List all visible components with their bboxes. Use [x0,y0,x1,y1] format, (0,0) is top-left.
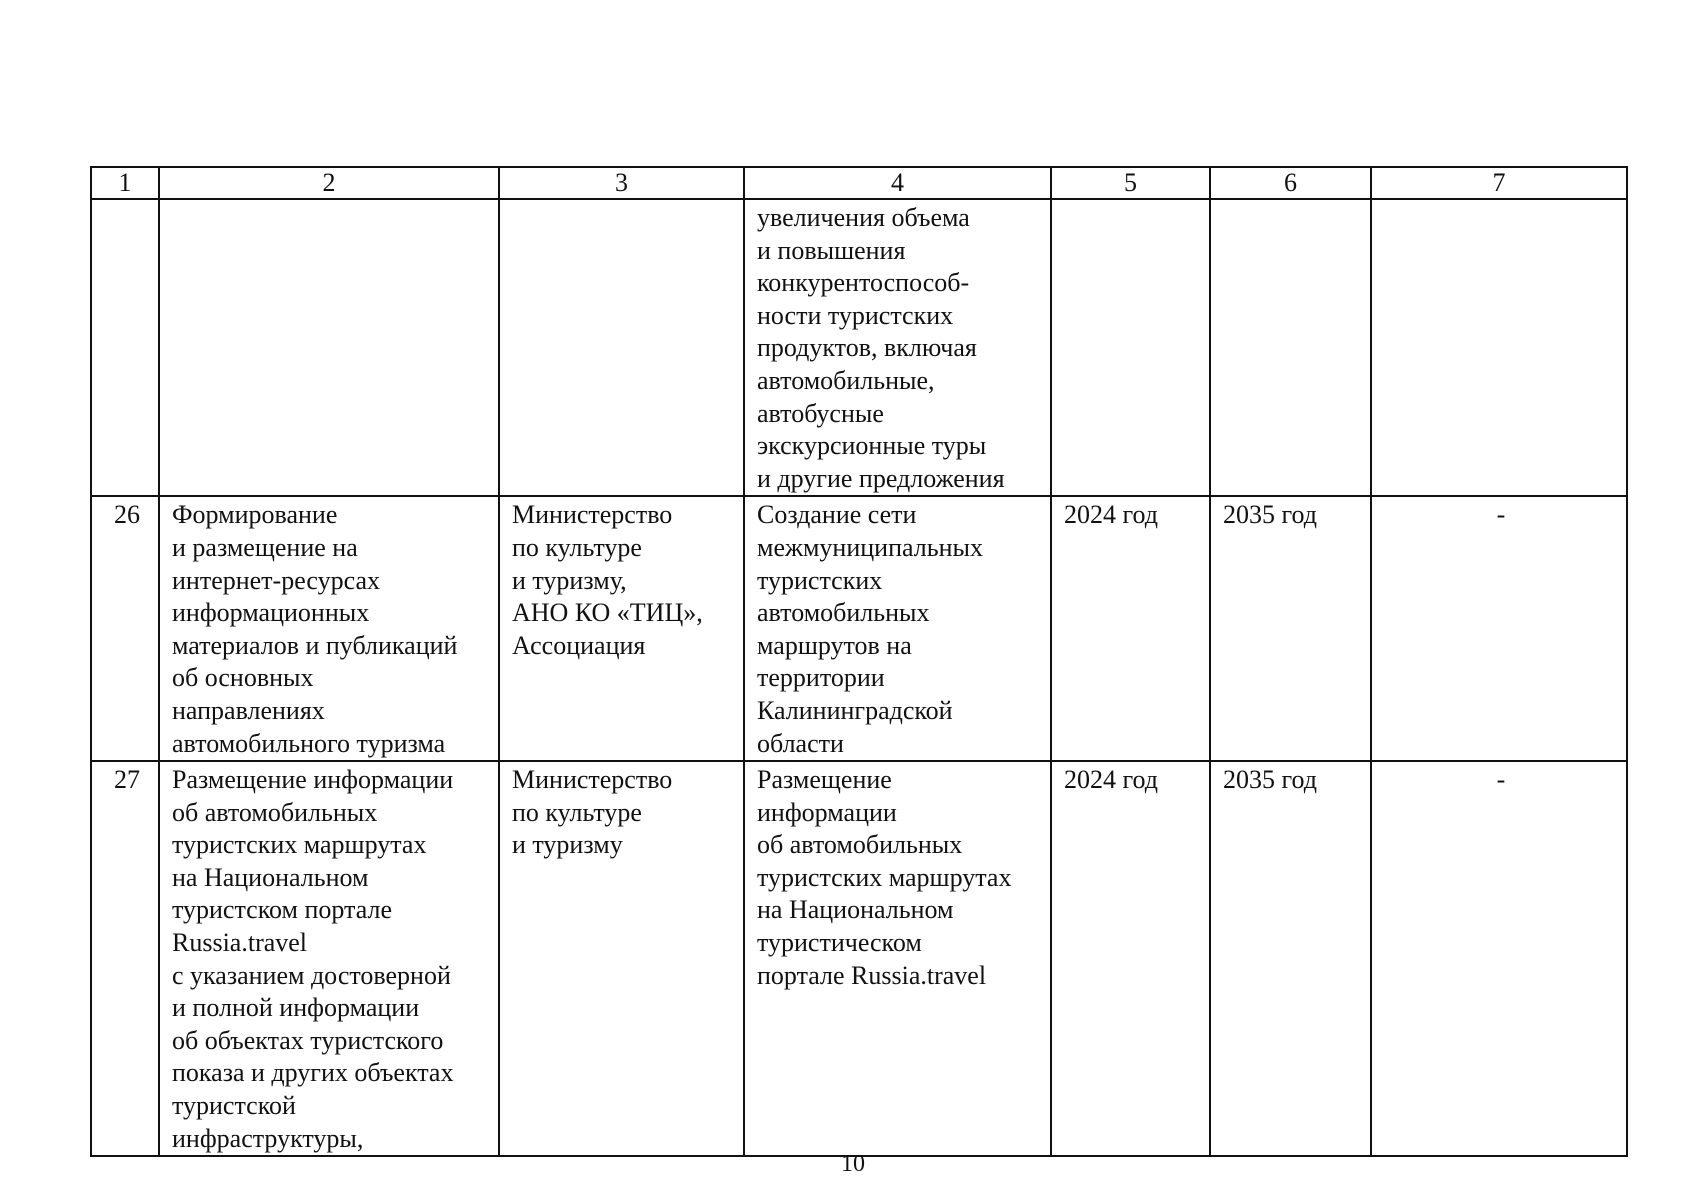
measure-cell: Размещение информации об автомобильных туристских маршрутах на Национальном туристском портале Russia.travel с указанием достоверной и полной информации об объектах туристского показа и других объектах туристской инфраструктуры, [159,761,499,1156]
start-year-cell: 2024 год [1051,496,1210,761]
note-cell [1371,199,1627,496]
column-header-1: 1 [91,167,159,199]
measure-cell: Формирование и размещение на интернет-ресурсах информационных материалов и публикаций об основных направлениях автомобильного туризма [159,496,499,761]
table-row-continuation [91,199,1627,496]
result-cell: Размещение информации об автомобильных туристских маршрутах на Национальном туристическом портале Russia.travel [744,761,1051,1156]
plan-table [90,166,1628,1157]
column-header-5: 5 [1051,167,1210,199]
column-header-3: 3 [499,167,744,199]
column-header-7: 7 [1371,167,1627,199]
table-row-27 [91,761,1627,1156]
column-header-4: 4 [744,167,1051,199]
end-year-cell: 2035 год [1210,761,1371,1156]
column-header-6: 6 [1210,167,1371,199]
column-header-2: 2 [159,167,499,199]
end-year-cell [1210,199,1371,496]
start-year-cell [1051,199,1210,496]
note-cell: - [1371,496,1627,761]
table-row-26 [91,496,1627,761]
header-row [91,167,1627,199]
measure-cell [159,199,499,496]
end-year-cell: 2035 год [1210,496,1371,761]
executor-cell: Министерство по культуре и туризму [499,761,744,1156]
result-cell: увеличения объема и повышения конкурентоспособ- ности туристских продуктов, включая автомобильные, автобусные экскурсионные туры и другие предложения [744,199,1051,496]
row-number-cell [91,199,159,496]
row-number-cell: 27 [91,761,159,1156]
note-cell: - [1371,761,1627,1156]
executor-cell: Министерство по культуре и туризму, АНО КО «ТИЦ», Ассоциация [499,496,744,761]
executor-cell [499,199,744,496]
result-cell: Создание сети межмуниципальных туристских автомобильных маршрутов на территории Калининградской области [744,496,1051,761]
row-number-cell: 26 [91,496,159,761]
page-number: 10 [841,1151,865,1177]
start-year-cell: 2024 год [1051,761,1210,1156]
